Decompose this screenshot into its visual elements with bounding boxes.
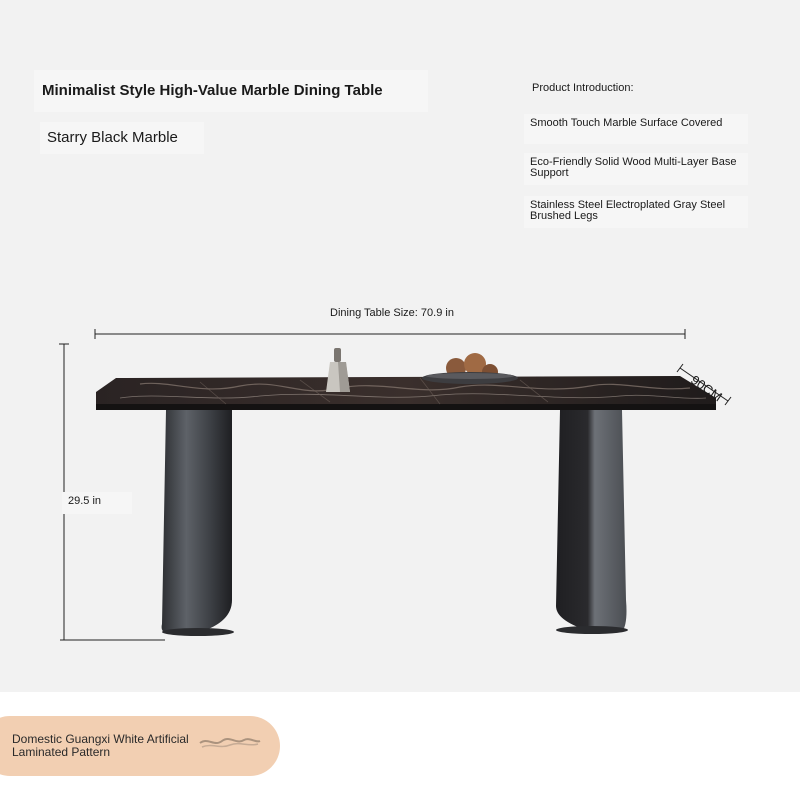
bowl-with-pinecones: [422, 353, 518, 384]
depth-dimension-label: 90CM: [687, 372, 725, 405]
vase-decoration: [326, 348, 350, 392]
height-dimension-label: 29.5 in: [62, 492, 132, 514]
feature-item-surface: Smooth Touch Marble Surface Covered: [524, 114, 748, 144]
table-leg-left: [162, 410, 232, 634]
product-title: Minimalist Style High-Value Marble Dining Table: [34, 70, 428, 112]
marble-table-top: [96, 376, 716, 410]
intro-heading: Product Introduction:: [532, 82, 634, 94]
material-option-label: Domestic Guangxi White Artificial Laminated Pattern: [12, 732, 189, 759]
width-dimension-label: Dining Table Size: 70.9 in: [330, 307, 454, 319]
feature-item-legs: Stainless Steel Electroplated Gray Steel Brushed Legs: [524, 196, 748, 228]
product-color-name: Starry Black Marble: [40, 122, 204, 154]
width-dimension-line: [95, 329, 685, 339]
feature-item-base: Eco-Friendly Solid Wood Multi-Layer Base Support: [524, 153, 748, 185]
table-leg-right: [556, 410, 627, 632]
material-swatch-icon: [198, 731, 262, 753]
